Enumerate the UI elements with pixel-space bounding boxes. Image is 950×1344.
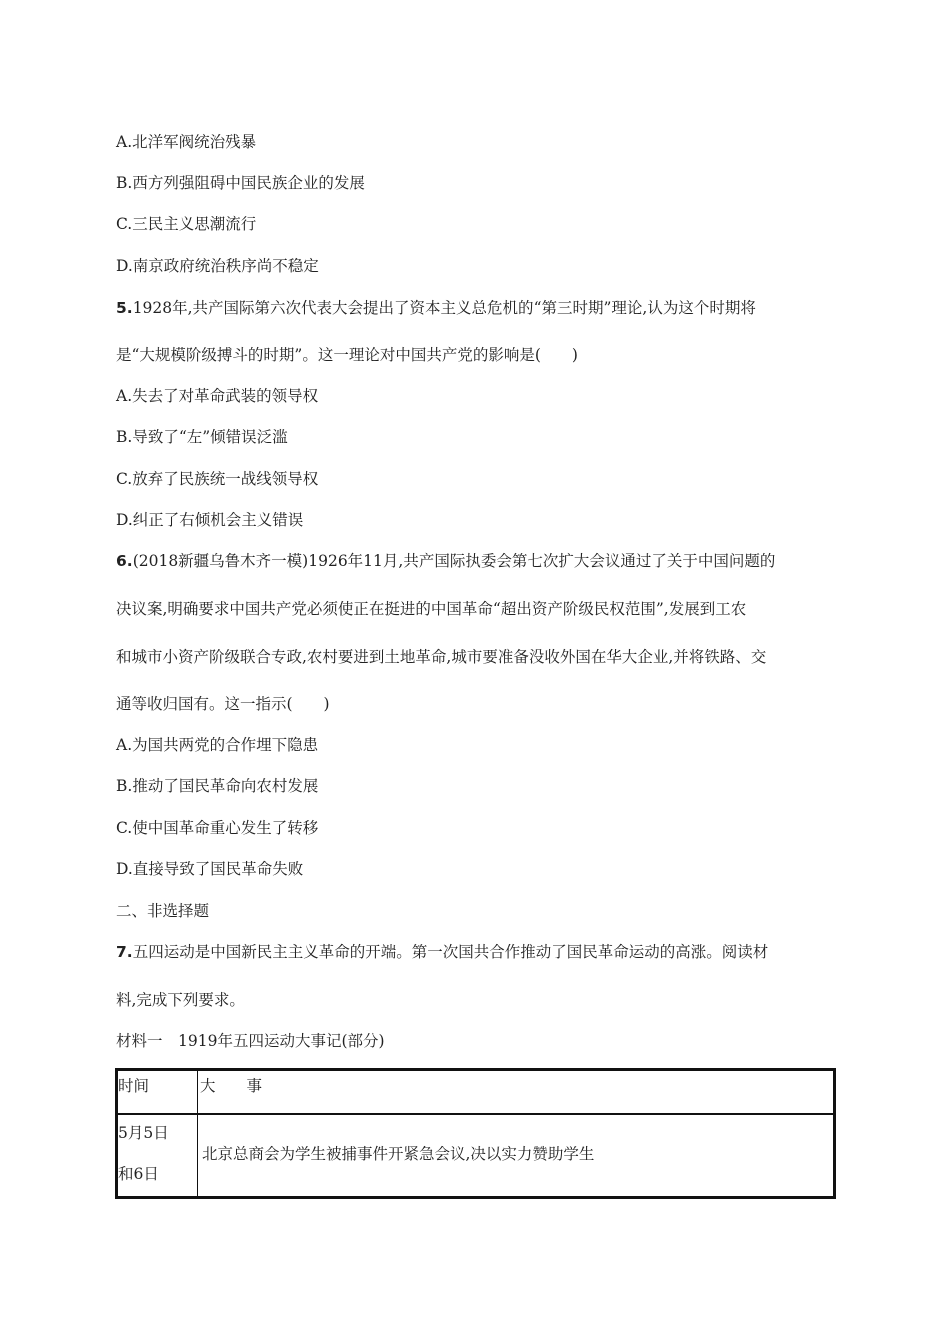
q4-option-b: B.西方列强阻碍中国民族企业的发展 xyxy=(116,174,365,192)
q5-option-b: B.导致了“左”倾错误泛滥 xyxy=(116,428,288,446)
material-table xyxy=(115,1068,836,1199)
q4-option-a: A.北洋军阀统治残暴 xyxy=(116,133,257,151)
q5-option-d: D.纠正了右倾机会主义错误 xyxy=(116,511,304,529)
table-column-divider xyxy=(197,1071,198,1196)
q6-stem-line3: 和城市小资产阶级联合专政,农村要进到土地革命,城市要准备没收外国在华大企业,并将铁路、交 xyxy=(116,648,767,666)
q7-stem-line1 xyxy=(116,942,768,962)
table-row-time-line1: 5月5日 xyxy=(118,1124,169,1142)
q6-option-d: D.直接导致了国民革命失败 xyxy=(116,860,304,878)
q6-text-line1: (2018新疆乌鲁木齐一模)1926年11月,共产国际执委会第七次扩大会议通过了关于中国问题的 xyxy=(132,552,776,570)
q6-option-a: A.为国共两党的合作埋下隐患 xyxy=(116,736,319,754)
q6-option-c: C.使中国革命重心发生了转移 xyxy=(116,819,319,837)
q7-text-line1: 五四运动是中国新民主主义革命的开端。第一次国共合作推动了国民革命运动的高涨。阅读材 xyxy=(132,943,769,961)
q6-stem-line2: 决议案,明确要求中国共产党必须使正在挺进的中国革命“超出资产阶级民权范围”,发展到工农 xyxy=(116,600,747,618)
q5-option-a: A.失去了对革命武装的领导权 xyxy=(116,387,319,405)
q5-option-c: C.放弃了民族统一战线领导权 xyxy=(116,470,319,488)
q7-number: 7. xyxy=(116,943,133,961)
table-row-time-line2: 和6日 xyxy=(118,1165,159,1183)
q6-option-b: B.推动了国民革命向农村发展 xyxy=(116,777,319,795)
q5-stem-line2: 是“大规模阶级搏斗的时期”。这一理论对中国共产党的影响是( ) xyxy=(116,346,578,364)
material-caption: 材料一 1919年五四运动大事记(部分) xyxy=(116,1032,385,1050)
q4-option-c: C.三民主义思潮流行 xyxy=(116,215,257,233)
table-header-event: 大 事 xyxy=(200,1077,263,1095)
q7-stem-line2: 料,完成下列要求。 xyxy=(116,991,245,1009)
q5-text-line1: 1928年,共产国际第六次代表大会提出了资本主义总危机的“第三时期”理论,认为这个时期将 xyxy=(132,299,756,317)
q5-stem-line1 xyxy=(116,298,756,318)
section-title: 二、非选择题 xyxy=(116,902,210,920)
table-row-event: 北京总商会为学生被捕事件开紧急会议,决以实力赞助学生 xyxy=(202,1145,595,1163)
table-header-time: 时间 xyxy=(118,1077,150,1095)
q6-stem-line1 xyxy=(116,551,775,571)
q4-option-d: D.南京政府统治秩序尚不稳定 xyxy=(116,257,319,275)
table-row-divider xyxy=(118,1113,833,1115)
q5-number: 5. xyxy=(116,299,133,317)
q6-number: 6. xyxy=(116,552,133,570)
q6-stem-line4: 通等收归国有。这一指示( ) xyxy=(116,695,330,713)
